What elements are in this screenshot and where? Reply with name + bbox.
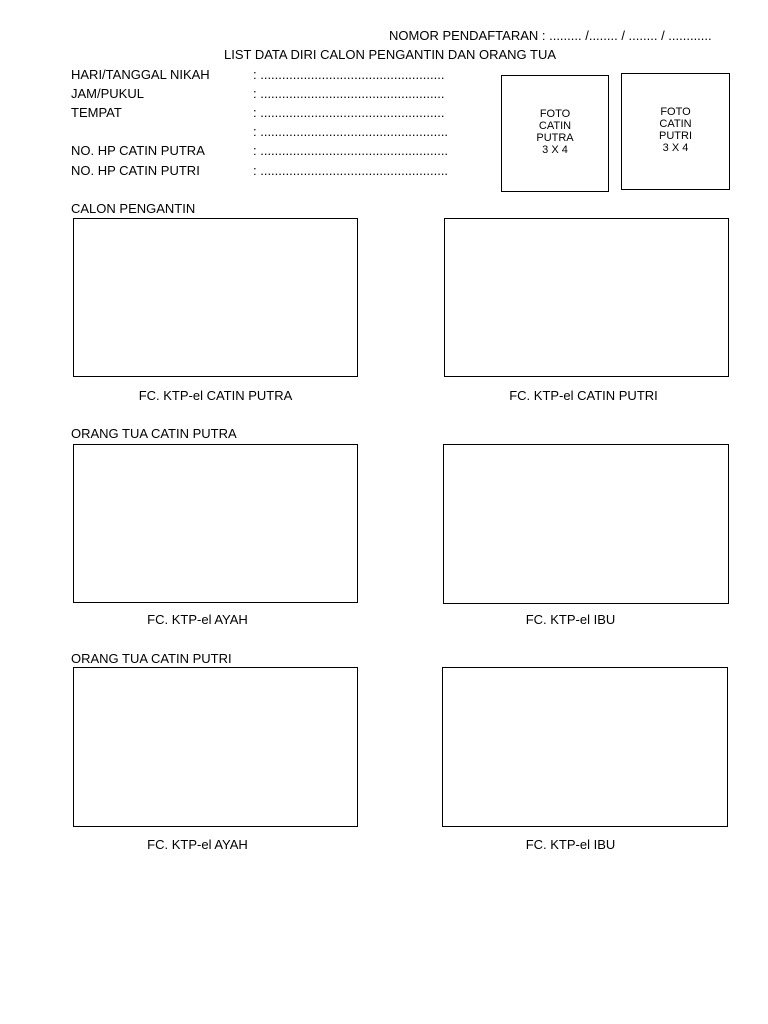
field-label-phone-putra: NO. HP CATIN PUTRA bbox=[71, 143, 205, 158]
field-value-phone-putri: : .................................................... bbox=[253, 163, 449, 178]
field-value-time: : ................................................... bbox=[253, 86, 445, 101]
ktp-box-ayah-putra bbox=[73, 444, 358, 603]
ktp-box-ibu-putra bbox=[443, 444, 729, 604]
field-label-phone-putri: NO. HP CATIN PUTRI bbox=[71, 163, 200, 178]
ktp-box-ayah-putri bbox=[73, 667, 358, 827]
section-title-calon-pengantin: CALON PENGANTIN bbox=[71, 201, 196, 216]
photo-putra-line-4: 3 X 4 bbox=[542, 144, 568, 156]
field-value-place: : ................................................... bbox=[253, 105, 445, 120]
ktp-box-ibu-putri bbox=[442, 667, 728, 827]
ktp-box-catin-putra bbox=[73, 218, 358, 377]
section-title-parents-putra: ORANG TUA CATIN PUTRA bbox=[71, 426, 237, 441]
caption-ktp-ibu-putri: FC. KTP-el IBU bbox=[525, 837, 616, 852]
photo-box-putra bbox=[501, 75, 609, 192]
field-value-date: : ................................................... bbox=[253, 67, 445, 82]
photo-putri-line-1: FOTO bbox=[660, 106, 691, 118]
ktp-box-catin-putri bbox=[444, 218, 729, 377]
field-value-phone-putra: : .................................................... bbox=[253, 143, 449, 158]
caption-ktp-ibu-putra: FC. KTP-el IBU bbox=[525, 612, 616, 627]
registration-number: NOMOR PENDAFTARAN : ......... /........ / ........ / ............ bbox=[389, 28, 712, 43]
field-label-date: HARI/TANGGAL NIKAH bbox=[71, 67, 210, 82]
caption-ktp-catin-putri: FC. KTP-el CATIN PUTRI bbox=[509, 388, 658, 403]
field-label-time: JAM/PUKUL bbox=[71, 86, 144, 101]
photo-putri-line-2: CATIN bbox=[659, 118, 692, 130]
photo-putri-line-4: 3 X 4 bbox=[662, 142, 689, 154]
photo-putri-line-3: PUTRI bbox=[659, 130, 692, 142]
caption-ktp-ayah-putri: FC. KTP-el AYAH bbox=[147, 837, 248, 852]
caption-ktp-ayah-putra: FC. KTP-el AYAH bbox=[147, 612, 248, 627]
photo-putra-line-1: FOTO bbox=[539, 108, 571, 120]
page-title: LIST DATA DIRI CALON PENGANTIN DAN ORANG TUA bbox=[224, 47, 557, 62]
photo-putra-line-3: PUTRA bbox=[536, 132, 574, 144]
section-title-parents-putri: ORANG TUA CATIN PUTRI bbox=[71, 651, 232, 666]
field-value-place-continued: : .................................................... bbox=[253, 124, 449, 139]
caption-ktp-catin-putra: FC. KTP-el CATIN PUTRA bbox=[138, 388, 293, 403]
photo-box-putri bbox=[621, 73, 730, 190]
field-label-place: TEMPAT bbox=[71, 105, 122, 120]
photo-putra-line-2: CATIN bbox=[538, 120, 572, 132]
